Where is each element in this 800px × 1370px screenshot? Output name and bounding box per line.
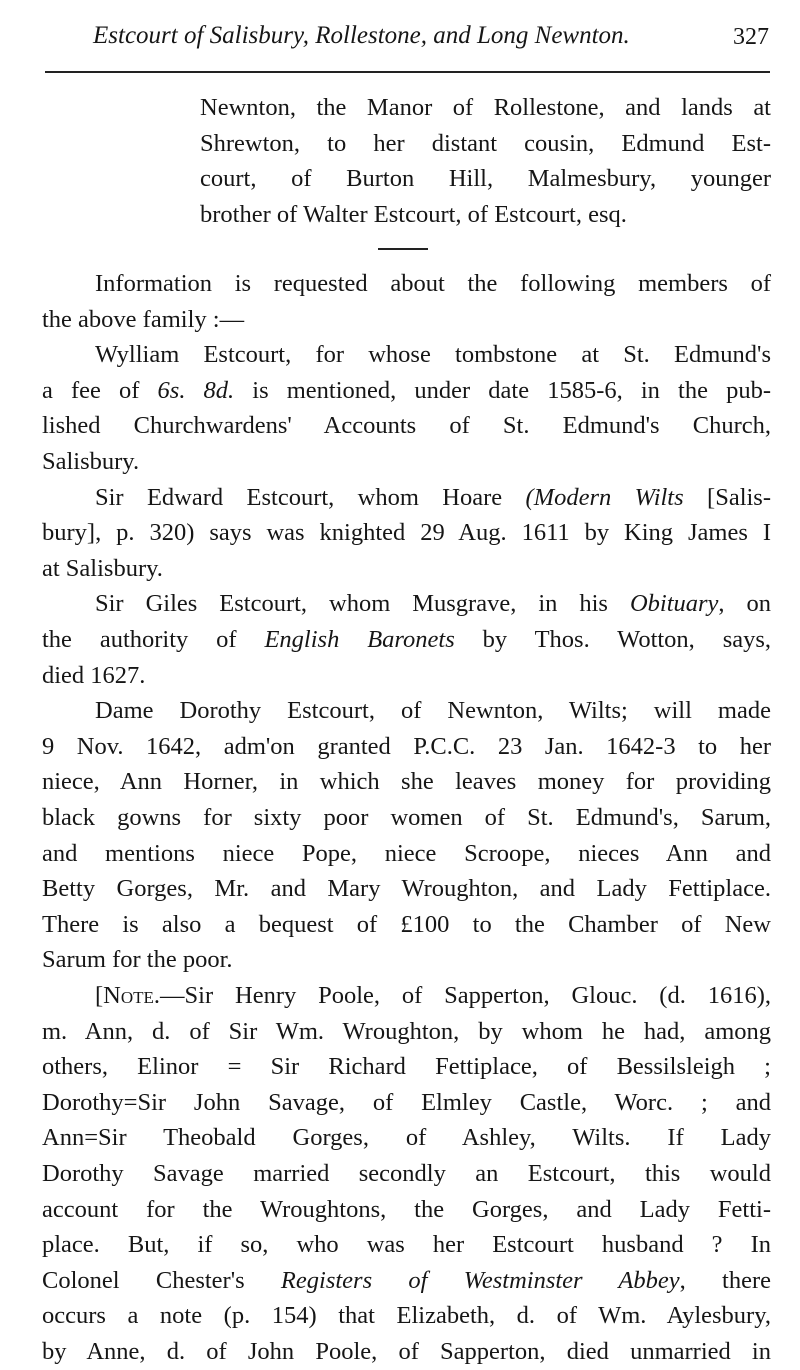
text-segment: brother of Walter Estcourt, of Estcourt, esq. (200, 200, 627, 228)
text-segment: Betty Gorges, Mr. and Mary Wroughton, and Lady Fettiplace. (42, 875, 771, 903)
text-line (200, 197, 771, 233)
text-line (42, 1334, 771, 1370)
text-line (42, 1014, 771, 1050)
text-segment: others, Elinor = Sir Richard Fettiplace, of Bessilsleigh ; (42, 1053, 771, 1081)
text-segment: by Thos. Wotton, says, (454, 626, 772, 653)
text-line (42, 729, 771, 765)
text-segment: Colonel Chester's (42, 1266, 281, 1294)
text-segment: 9 Nov. 1642, adm'on granted P.C.C. 23 Jan. 1642-3 to her (42, 732, 771, 760)
text-segment: .—Sir Henry Poole, of Sapperton, Glouc. (d. 1616), (153, 982, 771, 1009)
text-line (95, 337, 771, 373)
text-segment: bury], p. 320) says was knighted 29 Aug. 1611 by King James I (42, 519, 771, 547)
text-line (42, 1192, 771, 1228)
text-line (42, 444, 771, 480)
text-line (95, 978, 771, 1014)
running-header-title: Estcourt of Salisbury, Rollestone, and Long Newnton. (93, 22, 630, 49)
text-line (42, 907, 771, 943)
text-line (42, 622, 771, 658)
text-segment: black gowns for sixty poor women of St. Edmund's, Sarum, (42, 804, 771, 831)
text-segment: Dame Dorothy Estcourt, of Newnton, Wilts; will made (95, 697, 771, 725)
text-line (42, 658, 771, 694)
text-segment: a fee of (42, 376, 158, 404)
text-segment: lished Churchwardens' Accounts of St. Edmund's Church, (42, 412, 771, 440)
text-segment: [ (95, 982, 104, 1009)
text-segment: Newnton, the Manor of Rollestone, and lands at (200, 94, 771, 121)
text-line (42, 1120, 771, 1156)
section-divider (378, 248, 428, 250)
text-segment: place. But, if so, who was her Estcourt husband ? In (42, 1231, 771, 1259)
text-line (200, 126, 771, 162)
text-line (42, 1263, 771, 1299)
text-line (95, 586, 771, 622)
text-line (95, 693, 771, 729)
text-segment: Shrewton, to her distant cousin, Edmund Est- (200, 129, 771, 157)
text-segment: is mentioned, under date 1585-6, in the pub- (234, 376, 771, 404)
text-segment: , there (679, 1266, 772, 1294)
text-segment: niece, Ann Horner, in which she leaves money for providing (42, 768, 771, 796)
italic-text: English Baronets (264, 626, 455, 653)
text-segment: account for the Wroughtons, the Gorges, and Lady Fetti- (42, 1195, 771, 1223)
italic-text: Registers of Westminster Abbey (280, 1266, 680, 1294)
text-line (42, 800, 771, 836)
text-line (42, 302, 771, 338)
text-line (42, 1156, 771, 1192)
text-segment: Dorothy=Sir John Savage, of Elmley Castle, Worc. ; and (42, 1088, 771, 1116)
text-line (42, 836, 771, 872)
text-segment: Sir Giles Estcourt, whom Musgrave, in his (95, 590, 630, 618)
text-segment: Note (103, 982, 154, 1009)
text-segment: by Anne, d. of John Poole, of Sapperton, died unmarried in (42, 1338, 771, 1365)
text-line (42, 942, 771, 978)
text-line (200, 90, 771, 126)
text-segment: [Salis- (683, 483, 771, 511)
text-line (42, 515, 771, 551)
text-segment: Information is requested about the following members of (95, 270, 771, 297)
text-segment: occurs a note (p. 154) that Elizabeth, d. of Wm. Aylesbury, (42, 1302, 771, 1330)
italic-text: Obituary (629, 590, 719, 618)
italic-text: (Modern Wilts (525, 483, 684, 511)
text-line (42, 408, 771, 444)
text-segment: Ann=Sir Theobald Gorges, of Ashley, Wilts. If Lady (42, 1124, 771, 1152)
text-segment: Salisbury. (42, 448, 140, 475)
text-segment: m. Ann, d. of Sir Wm. Wroughton, by whom he had, among (42, 1017, 771, 1045)
text-segment: Sir Edward Estcourt, whom Hoare (95, 483, 526, 511)
italic-text: 6s. 8d. (157, 376, 235, 404)
text-segment: died 1627. (42, 661, 146, 689)
page-number: 327 (733, 24, 769, 50)
text-segment: There is also a bequest of £100 to the Chamber of New (42, 910, 771, 938)
text-line (42, 1049, 771, 1085)
text-segment: Dorothy Savage married secondly an Estcourt, this would (42, 1160, 771, 1187)
text-segment: the authority of (42, 626, 265, 653)
text-segment: court, of Burton Hill, Malmesbury, younger (200, 165, 771, 193)
header-rule (45, 71, 770, 73)
text-segment: and mentions niece Pope, niece Scroope, nieces Ann and (42, 839, 771, 867)
text-line (42, 1227, 771, 1263)
text-segment: Wylliam Estcourt, for whose tombstone at St. Edmund's (95, 341, 771, 369)
text-line (42, 1085, 771, 1121)
text-line (200, 161, 771, 197)
text-segment: at Salisbury. (42, 554, 163, 582)
text-segment: Sarum for the poor. (42, 946, 233, 974)
text-line (42, 764, 771, 800)
text-line (42, 551, 771, 587)
text-line (42, 871, 771, 907)
text-line (95, 480, 771, 516)
text-segment: , on (718, 590, 772, 618)
text-line (95, 266, 771, 302)
text-line (42, 1298, 771, 1334)
text-line (42, 373, 771, 409)
text-segment: the above family :— (42, 305, 245, 333)
